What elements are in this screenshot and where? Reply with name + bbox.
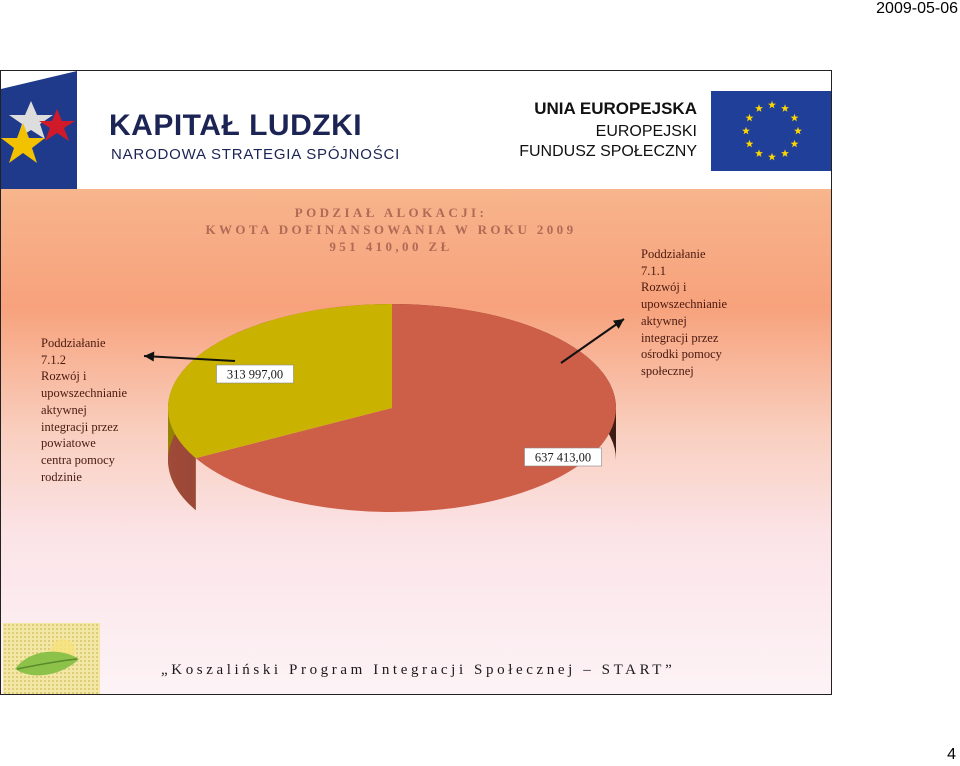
legend-711-line: społecznej <box>641 363 694 378</box>
legend-712-line: 7.1.2 <box>41 352 66 367</box>
banner-subtitle: NARODOWA STRATEGIA SPÓJNOŚCI <box>111 146 401 163</box>
legend-712-line: integracji przez <box>41 419 119 434</box>
eu-line-2: EUROPEJSKI <box>595 123 697 140</box>
legend-712-line: Rozwój i <box>41 369 87 384</box>
leader-arrow-711-head <box>613 319 624 329</box>
legend-712-line: aktywnej <box>41 402 87 417</box>
eu-line-3: FUNDUSZ SPOŁECZNY <box>519 143 697 160</box>
legend-711-line: upowszechnianie <box>641 297 728 312</box>
legend-712-line: Poddziałanie <box>41 336 106 350</box>
legend-712-line: upowszechnianie <box>41 386 128 401</box>
eu-line-1: UNIA EUROPEJSKA <box>534 99 697 118</box>
leader-arrow-712-head <box>144 352 154 362</box>
legend-711-line: 7.1.1 <box>641 263 666 278</box>
footer-program-name: „Koszaliński Program Integracji Społecznej – START” <box>161 662 676 678</box>
data-label-637413: 637 413,00 <box>534 450 592 465</box>
slide <box>0 70 832 695</box>
banner-title: KAPITAŁ LUDZKI <box>109 109 363 142</box>
date-header: 2009-05-06 <box>876 0 958 17</box>
chart-title-line-2: KWOTA DOFINANSOWANIA W ROKU 2009 <box>205 222 577 237</box>
legend-712-line: powiatowe <box>41 436 96 451</box>
chart-title-line-1: PODZIAŁ ALOKACJI: <box>294 205 488 220</box>
legend-label-711 <box>641 246 771 380</box>
page-number: 4 <box>947 746 956 763</box>
legend-712-line: centra pomocy <box>41 452 115 467</box>
legend-711-line: aktywnej <box>641 313 687 328</box>
leader-arrow-711 <box>561 319 624 363</box>
data-label-313997: 313 997,00 <box>226 367 284 382</box>
chart-title-line-3: 951 410,00 ZŁ <box>329 239 453 254</box>
legend-711-line: integracji przez <box>641 330 719 345</box>
leaf-logo-icon <box>3 623 100 695</box>
legend-label-712 <box>41 335 141 485</box>
legend-711-line: Rozwój i <box>641 280 687 295</box>
legend-712-line: rodzinie <box>41 469 82 484</box>
legend-711-line: Poddziałanie <box>641 247 706 261</box>
legend-711-line: ośrodki pomocy <box>641 347 722 362</box>
